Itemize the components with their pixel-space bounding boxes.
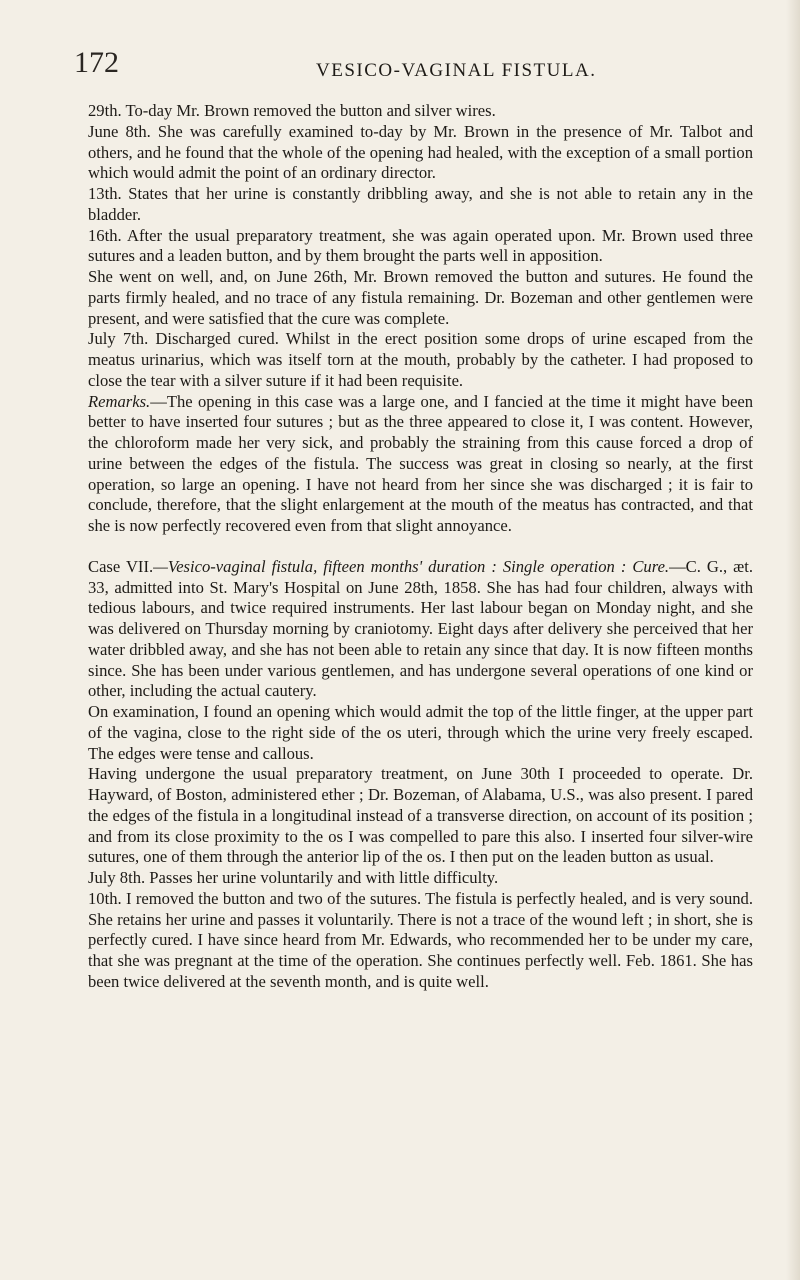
- running-head: VESICO-VAGINAL FISTULA.: [316, 60, 597, 81]
- paragraph: July 8th. Passes her urine voluntarily and with little difficulty.: [88, 868, 499, 887]
- paragraph: July 7th. Discharged cured. Whilst in the erect position some drops of urine escaped from the meatus urinarius, which was itself torn at the mouth, probably by the catheter. I had proposed to close the tear with a silver suture if it had been requisite.: [88, 329, 753, 390]
- paragraph: She went on well, and, on June 26th, Mr. Brown removed the button and sutures. He found the parts firmly healed, and no trace of any fistula remaining. Dr. Bozeman and other gentlemen were present, and were satisfied that the cure was complete.: [88, 267, 753, 328]
- paragraph: On examination, I found an opening which would admit the top of the little finger, at the upper part of the vagina, close to the right side of the os uteri, through which the urine very freely escaped. The edges were tense and callous.: [88, 702, 753, 763]
- paragraph: 13th. States that her urine is constantly dribbling away, and she is not able to retain any in the bladder.: [88, 184, 753, 224]
- case-title: —Vesico-vaginal fistula, fifteen months' duration : Single operation : Cure.: [153, 556, 670, 576]
- paragraph: June 8th. She was carefully examined to-day by Mr. Brown in the presence of Mr. Talbot and others, and he found that the whole of the opening had healed, with the exception of a small portion which would admit the point of an ordinary director.: [88, 121, 753, 183]
- page-header: [0, 46, 800, 86]
- remarks-label: Remarks.: [88, 391, 151, 411]
- paragraph: 29th. To-day Mr. Brown removed the button and silver wires.: [88, 101, 496, 120]
- body-text: [88, 101, 753, 993]
- section-gap: [88, 537, 753, 557]
- case-label: Case VII.: [88, 556, 154, 576]
- remarks-text: —The opening in this case was a large one, and I fancied at the time it might have been better to have inserted four sutures ; but as the three appeared to close it, I was content. However, the chloroform made her very sick, and probably the straining from this cause forced a drop of urine between the edges of the fistula. The success was great in closing so nearly, at the first operation, so large an opening. I have not heard from her since she was discharged ; it is fair to conclude, therefore, that the slight enlargement at the mouth of the meatus has contracted, and that she is now perfectly recovered even from that slight annoyance.: [88, 391, 753, 535]
- paragraph: 16th. After the usual preparatory treatment, she was again operated upon. Mr. Brown used three sutures and a leaden button, and by them brought the parts well in apposition.: [88, 225, 753, 266]
- page-number: 172: [74, 46, 119, 79]
- case-heading-paragraph: [88, 557, 753, 702]
- remarks-paragraph: [88, 392, 753, 537]
- paragraph: 10th. I removed the button and two of the sutures. The fistula is perfectly healed, and is very sound. She retains her urine and passes it voluntarily. There is not a trace of the wound left ; in short, she is perfectly cured. I have since heard from Mr. Edwards, who recommended her to be under my care, that she was pregnant at the time of the operation. She continues perfectly well. Feb. 1861. She has been twice delivered at the seventh month, and is quite well.: [88, 888, 753, 991]
- case-intro: —C. G., æt. 33, admitted into St. Mary's Hospital on June 28th, 1858. She has had four children, always with tedious labours, and twice required instruments. Her last labour began on Monday night, and she was delivered on Thursday morning by craniotomy. Eight days after delivery she perceived that her water dribbled away, and she has not been able to retain any since that day. It is now fifteen months since. She has been under various gentlemen, and has undergone several operations of one kind or other, including the actual cautery.: [88, 556, 753, 701]
- paragraph: Having undergone the usual preparatory treatment, on June 30th I proceeded to operate. Dr. Hayward, of Boston, administered ether ; Dr. Bozeman, of Alabama, U.S., was also present. I pared the edges of the fistula in a longitudinal instead of a transverse direction, on account of its position ; and from its close proximity to the os I was compelled to pare this also. I inserted four silver-wire sutures, one of them through the anterior lip of the os. I then put on the leaden button as usual.: [88, 764, 753, 867]
